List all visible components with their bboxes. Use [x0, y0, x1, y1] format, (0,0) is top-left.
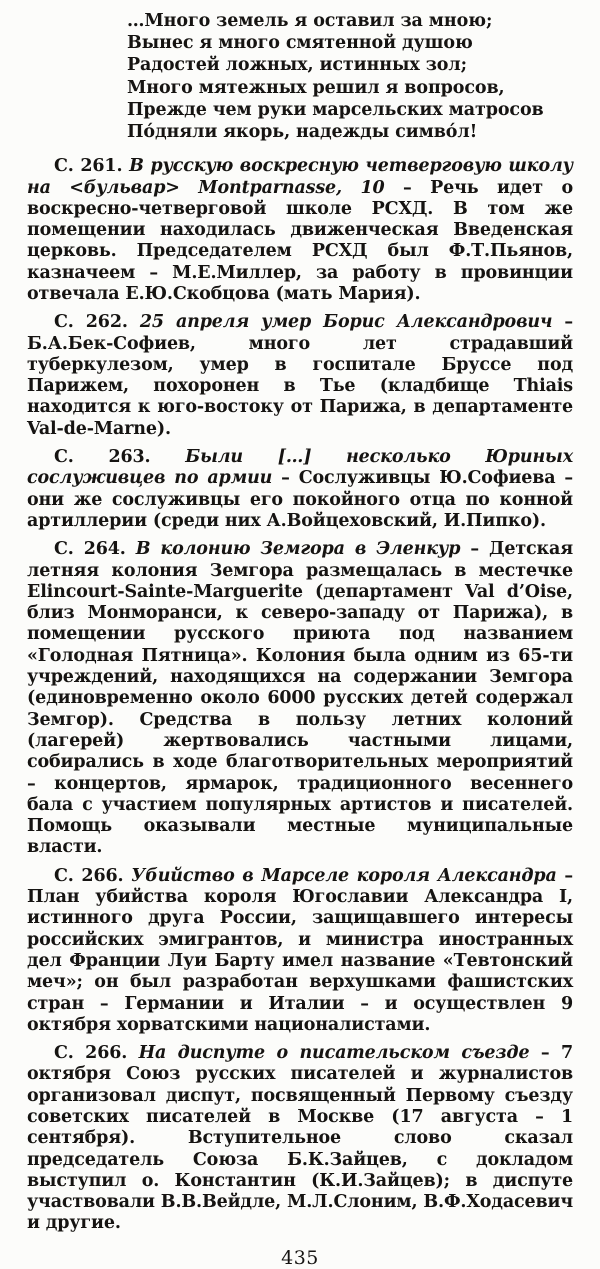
entry-text: – 7 октября Союз русских писателей и журналистов организовал диспут, посвященный Первому съезду советских писателей в Москве (17 августа – 1 сентября). Вступительное слово сказал председатель Союза Б.К.Зайцев, с докладом выступил о. Константин (К.И.Зайцев); в диспуте участвовали В.В.Вейдле, М.Л.Слоним, В.Ф.Ходасевич и другие.: [27, 1043, 573, 1234]
entry-number: С. 262.: [54, 312, 128, 333]
commentary-entry: [27, 866, 573, 1036]
entry-lemma: Убийство в Марселе короля Александра: [131, 865, 557, 886]
entry-lemma: Были […] несколько Юриных сослуживцев по армии: [27, 447, 573, 489]
entry-text: – Детская летняя колония Земгора размещалась в местечке Elincourt-Sainte-Marguerite (департамент Val d’Oise, близ Монморанси, к северо-западу от Парижа), в помещении русского приюта под названием «Голодная Пятница». Колония была одним из 65-ти учреждений, находящихся на содержании Земгора (единовременно около 6000 русских детей содержал Земгор). Средства в пользу летних колоний (лагерей) жертвовались частными лицами, собирались в ходе благотворительных мероприятий – концертов, ярмарок, традиционного весеннего бала с участием популярных артистов и писателей. Помощь оказывали местные муниципальные власти.: [27, 539, 574, 858]
poem-line: По́дняли якорь, надежды симво́л!: [127, 122, 478, 143]
poem: [127, 10, 573, 143]
entry-number: С. 264.: [54, 539, 126, 560]
page-number: 435: [281, 1246, 319, 1269]
poem-line: Радостей ложных, истинных зол;: [127, 55, 467, 76]
entry-text: – План убийства короля Югославии Александра I, истинного друга России, защищавшего интересы российских эмигрантов, и министра иностранных дел Франции Луи Барту имел название «Тевтонский меч»; он был разработан верхушками фашистских стран – Германии и Италии – и осуществлен 9 октября хорватскими националистами.: [27, 865, 574, 1035]
commentary-entry: [27, 539, 573, 858]
entry-text: – Сослуживцы Ю.Софиева – они же сослуживцы его покойного отца по конной артиллерии (среди них А.Войцеховский, И.Пипко).: [27, 468, 574, 531]
entry-number: С. 261.: [54, 156, 123, 177]
poem-line: Вынес я много смятенной душою: [127, 33, 473, 54]
commentary-entries: [27, 149, 573, 1235]
commentary-entry: [27, 156, 573, 305]
entry-text: – Б.А.Бек-Софиев, много лет страдавший туберкулезом, умер в госпитале Бруссе под Парижем, похоронен в Тье (кладбище Thiais находится к юго-востоку от Парижа, в департаменте Val-de-Marne).: [27, 312, 573, 439]
entry-number: С. 266.: [54, 1043, 128, 1064]
commentary-entry: [27, 312, 573, 440]
poem-line: Прежде чем руки марсельских матросов: [127, 99, 544, 120]
poem-line: …Много земель я оставил за мною;: [127, 11, 493, 31]
entry-lemma: На диспуте о писательском съезде: [138, 1043, 530, 1064]
entry-number: С. 263.: [54, 447, 151, 468]
entry-text: – Речь идет о воскресно-четверговой школе РСХД. В том же помещении находилась движенческая Введенская церковь. Председателем РСХД был Ф.Т.Пьянов, казначеем – М.Е.Миллер, за работу в провинции отвечала Е.Ю.Скобцова (мать Мария).: [27, 177, 574, 304]
entry-number: С. 266.: [54, 865, 124, 886]
entry-lemma: В колонию Земгора в Эленкур: [135, 539, 461, 560]
poem-line: Много мятежных решил я вопросов,: [127, 77, 505, 98]
commentary-entry: [27, 447, 573, 532]
entry-lemma: В русскую воскресную четверговую школу на <бульвар> Montparnasse, 10: [27, 156, 573, 198]
entry-lemma: 25 апреля умер Борис Александрович: [139, 312, 553, 333]
commentary-entry: [27, 1043, 573, 1235]
